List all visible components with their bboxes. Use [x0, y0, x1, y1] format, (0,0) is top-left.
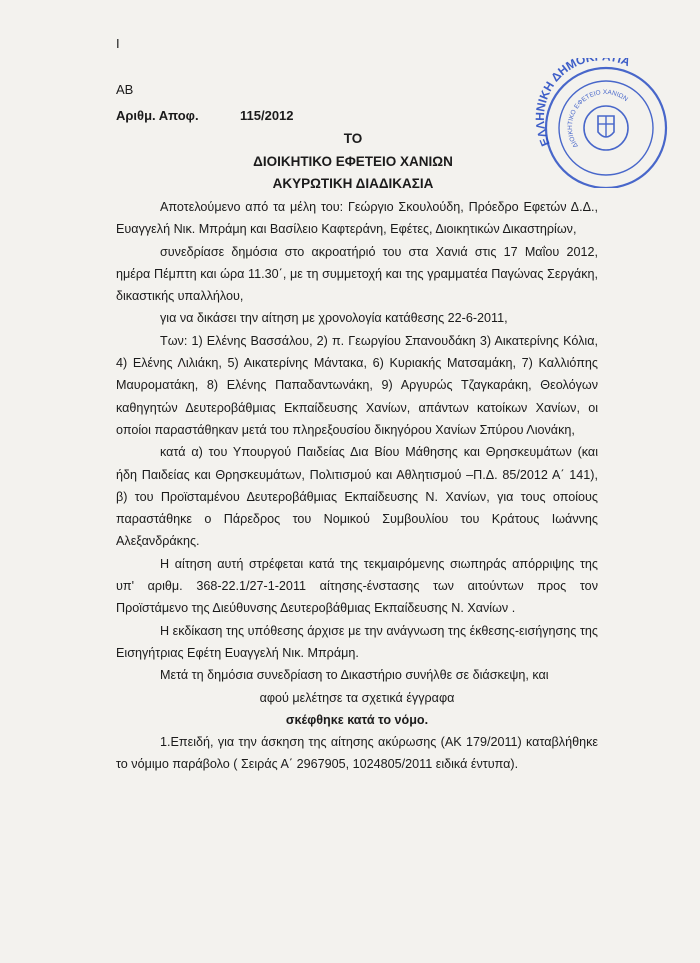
- clerk-initials: ΑΒ: [116, 82, 134, 97]
- paragraph-documents: αφού μελέτησε τα σχετικά έγγραφα: [259, 690, 455, 705]
- seal-inner-text: ΔΙΟΙΚΗΤΙΚΟ ΕΦΕΤΕΙΟ ΧΑΝΙΩΝ: [566, 89, 629, 149]
- court-name: ΔΙΟΙΚΗΤΙΚΟ ΕΦΕΤΕΙΟ ΧΑΝΙΩΝ: [253, 154, 453, 169]
- decision-body: [116, 196, 598, 776]
- paragraph-fee: 1.Επειδή, για την άσκηση της αίτησης ακύρωσης (ΑΚ 179/2011) καταβλήθηκε το νόμιμο παράβολο ( Σειράς Α΄ 2967905, 1024805/2011 ειδικά έντυπα).: [116, 735, 598, 772]
- procedure-title: ΑΚΥΡΩΤΙΚΗ ΔΙΑΔΙΚΑΣΙΑ: [272, 176, 434, 191]
- paragraph-composition: Αποτελούμενο από τα μέλη του: Γεώργιο Σκουλούδη, Πρόεδρο Εφετών Δ.Δ., Ευαγγελή Νικ. Μπράμη και Βασίλειο Καφτεράνη, Εφέτες, Διοικητικών Δικαστηρίων,: [116, 200, 598, 237]
- page-mark: I: [116, 36, 120, 51]
- decision-number: 115/2012: [240, 108, 294, 123]
- heading-the: ΤΟ: [343, 131, 363, 146]
- paragraph-hearing: Η εκδίκαση της υπόθεσης άρχισε με την ανάγνωση της έκθεσης-εισήγησης της Εισηγήτριας Εφέτη Ευαγγελή Νικ. Μπράμη.: [116, 623, 598, 660]
- official-seal-stamp: [528, 58, 678, 188]
- paragraph-applicants: Των: 1) Ελένης Βασσάλου, 2) π. Γεωργίου Σπανουδάκη 3) Αικατερίνης Κόλια, 4) Ελένης Λιλιάκη, 5) Αικατερίνης Μάντακα, 6) Κυριακής Ματσαμάκη, 7) Καλλιόπης Μαυροματάκη, 8) Ελένης Παπαδαντωνάκη, 9) Αργυρώς Τζαγκαράκη, Θεολόγων καθηγητών Δευτεροβάθμιας Εκπαίδευσης Χανίων, απάντων κατοίκων Χανίων, οι οποίοι παραστάθηκαν μετά του πληρεξουσίου δικηγόρου Χανίων Σπύρου Λιονάκη,: [116, 333, 598, 437]
- paragraph-respondents: κατά α) του Υπουργού Παιδείας Δια Βίου Μάθησης και Θρησκευμάτων (και ήδη Παιδείας και Θρησκευμάτων, Πολιτισμού και Αθλητισμού –Π.Δ. 85/2012 Α΄ 141), β) του Προϊσταμένου Δευτεροβάθμιας Εκπαίδευσης Ν. Χανίων, για τους οποίους παραστάθηκε ο Πάρεδρος του Νομικού Συμβουλίου του Κράτους Ιωάννης Αλεξανδράκης.: [116, 445, 598, 549]
- paragraph-filing: για να δικάσει την αίτηση με χρονολογία κατάθεσης 22-6-2011,: [160, 311, 508, 326]
- seal-graphic: [528, 58, 678, 188]
- decision-label: Αριθμ. Αποφ.: [116, 108, 199, 123]
- paragraph-subject: Η αίτηση αυτή στρέφεται κατά της τεκμαιρόμενης σιωπηράς απόρριψης της υπ' αριθμ. 368-22.1/27-1-2011 αίτησης-ένστασης των αιτούντων προς τον Προϊστάμενο της Διεύθυνσης Δευτεροβάθμιας Εκπαίδευσης Ν. Χανίων .: [116, 556, 598, 616]
- seal-outer-text: ΕΛΛΗΝΙΚΗ ΔΗΜΟ ΙΑ: [532, 58, 633, 149]
- paragraph-deliberation: Μετά τη δημόσια συνεδρίαση το Δικαστήριο συνήλθε σε διάσκεψη, και: [160, 668, 549, 683]
- paragraph-session: συνεδρίασε δημόσια στο ακροατήριό του στα Χανιά στις 17 Μαΐου 2012, ημέρα Πέμπτη και ώρα 11.30΄, με τη συμμετοχή και της γραμματέα Παγώνας Σεργάκη, δικαστικής υπαλλήλου,: [116, 244, 598, 304]
- decision-number-line: [116, 108, 294, 123]
- paragraph-considered: σκέφθηκε κατά το νόμο.: [285, 712, 429, 727]
